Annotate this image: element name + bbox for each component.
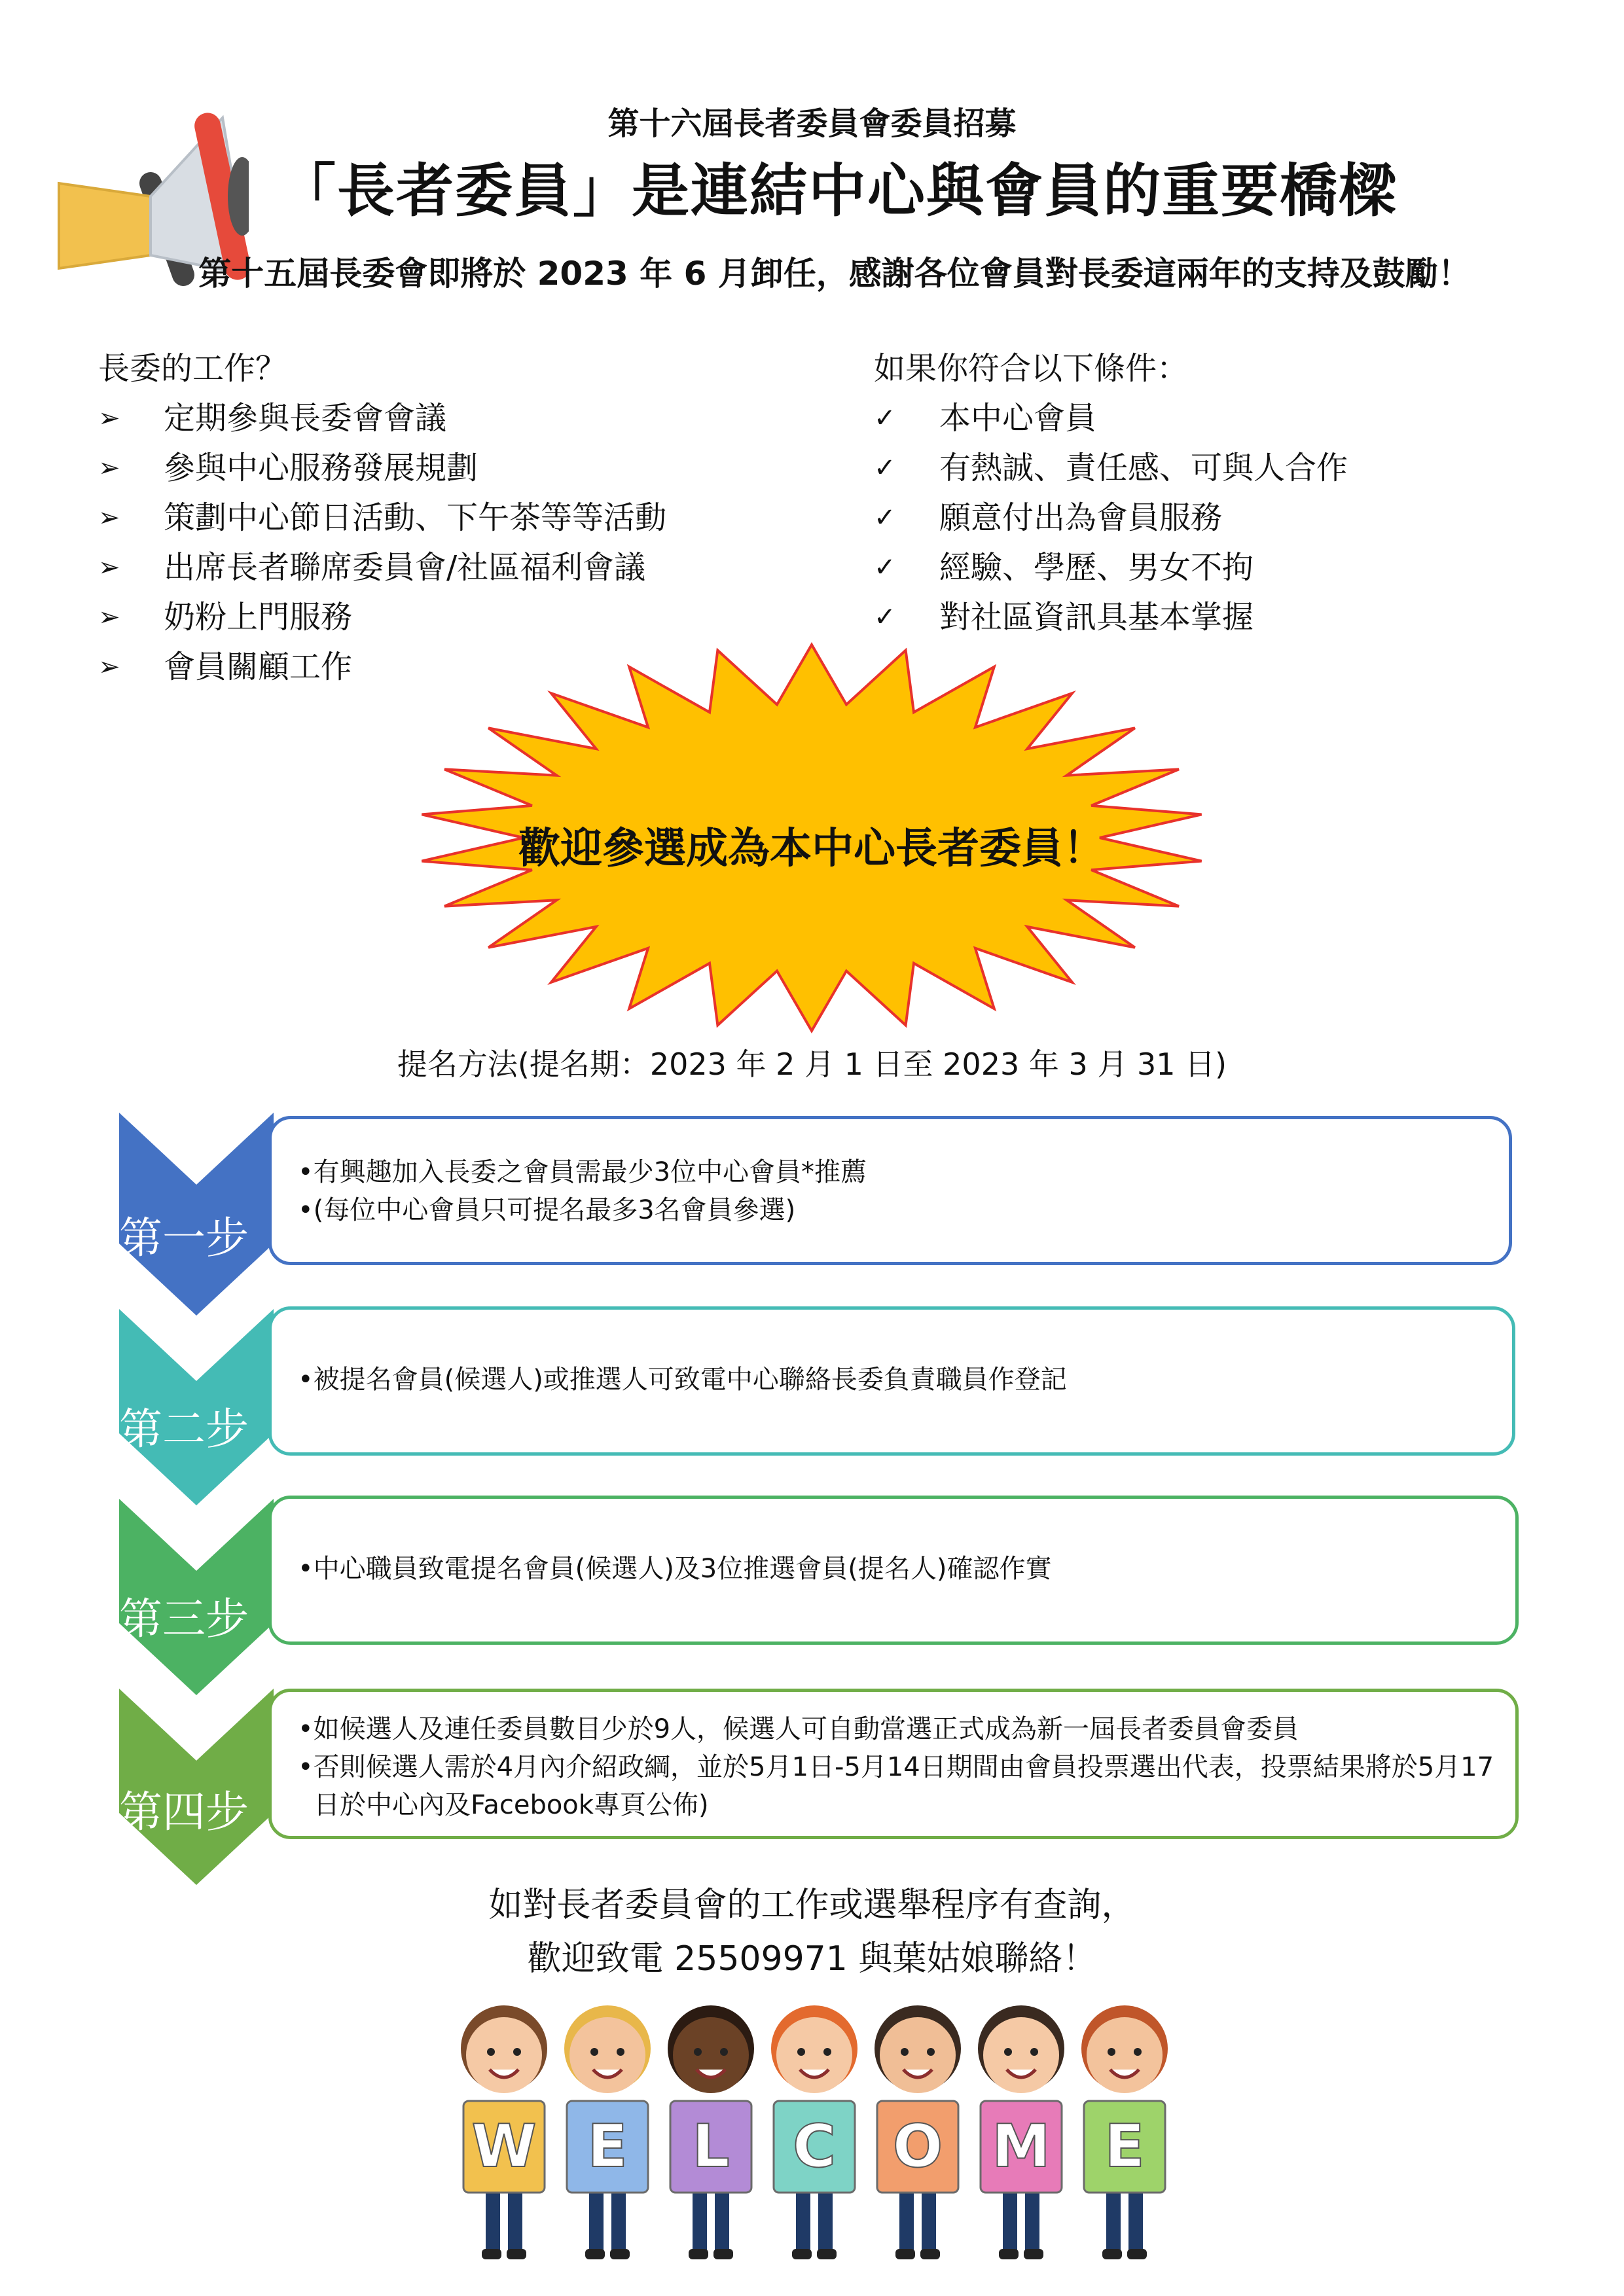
arrow-bullet-icon: ➢ [98,552,120,583]
step-2-line-1: •被提名會員(候選人)或推選人可致電中心聯絡長委負責職員作登記 [298,1365,1067,1395]
step-3-line-1: •中心職員致電提名會員(候選人)及3位推選會員(提名人)確認作實 [298,1554,1052,1584]
step-1-label: 第一步 [119,1213,249,1263]
list-item: ✓ 願意付出為會員服務 [874,493,1528,543]
welcome-letter: O [892,2112,943,2181]
welcome-letter: M [992,2112,1051,2181]
step-1-line-1: •有興趣加入長委之會員需最少3位中心會員*推薦 [298,1157,867,1187]
welcome-letter: E [1104,2112,1145,2181]
step-4-line-2: •否則候選人需於4月內介紹政綱，並於5月1日-5月14日期間由會員投票選出代表，投票結果將於5月17日於中心內及Facebook專頁公佈) [298,1752,1494,1820]
page-title: 「長者委員」是連結中心與會員的重要橋樑 [278,157,1398,224]
welcome-letter: W [471,2112,537,2181]
list-item: ✓ 本中心會員 [874,393,1528,443]
thanks-message: 第十五屆長委會即將於 2023 年 6 月卸任，感謝各位會員對長委這兩年的支持及鼓勵！ [198,255,1471,293]
kid-with-letter-card [875,2005,961,2259]
list-item: ✓ 經驗、學歷、男女不拘 [874,543,1528,592]
checkmark-icon: ✓ [874,503,896,533]
list-item: ➢ 出席長者聯席委員會/社區福利會議 [98,543,851,592]
kid-with-letter-card [668,2005,754,2259]
recruitment-subtitle: 第十六屆長者委員會委員招募 [607,105,1017,142]
nomination-method: 提名方法(提名期：2023 年 2 月 1 日至 2023 年 3 月 31 日) [397,1047,1227,1082]
conditions-heading: 如果你符合以下條件： [874,350,1189,387]
contact-info [0,1878,1624,1986]
step-4-box [268,1689,1519,1839]
step-2-label: 第二步 [119,1404,249,1454]
kid-with-letter-card [564,2005,651,2259]
step-3-box [268,1496,1519,1645]
checkmark-icon: ✓ [874,552,896,583]
kid-with-letter-card [978,2005,1064,2259]
conditions-section [874,344,1528,642]
list-item: ➢ 奶粉上門服務 [98,592,851,642]
list-item: ➢ 策劃中心節日活動、下午茶等等活動 [98,493,851,543]
welcome-letter: E [587,2112,628,2181]
duties-heading: 長委的工作？ [98,350,287,387]
arrow-bullet-icon: ➢ [98,602,120,632]
welcome-kids-illustration [452,1990,1178,2278]
kid-with-letter-card [771,2005,857,2259]
list-item: ➢ 會員關顧工作 [98,642,851,692]
kid-with-letter-card [461,2005,547,2259]
kid-with-letter-card [1081,2005,1168,2259]
welcome-letter: C [792,2112,837,2181]
contact-line-1: 如對長者委員會的工作或選舉程序有查詢， [488,1886,1136,1925]
step-1-box [268,1116,1512,1265]
conditions-list [874,393,1528,642]
welcome-letter: L [692,2112,730,2181]
list-item: ✓ 有熱誠、責任感、可與人合作 [874,443,1528,493]
contact-line-2: 歡迎致電 25509971 與葉姑娘聯絡！ [527,1939,1097,1979]
duties-section [98,344,851,692]
list-item: ➢ 定期參與長委會會議 [98,393,851,443]
arrow-bullet-icon: ➢ [98,403,120,433]
list-item: ➢ 參與中心服務發展規劃 [98,443,851,493]
step-3-label: 第三步 [119,1594,249,1644]
step-4-label: 第四步 [119,1787,249,1837]
step-1-line-2: •(每位中心會員只可提名最多3名會員參選) [298,1195,796,1225]
arrow-bullet-icon: ➢ [98,453,120,483]
list-item: ✓ 對社區資訊具基本掌握 [874,592,1528,642]
step-4-line-1: •如候選人及連任委員數目少於9人，候選人可自動當選正式成為新一屆長者委員會委員 [298,1714,1299,1744]
arrow-bullet-icon: ➢ [98,652,120,682]
arrow-bullet-icon: ➢ [98,503,120,533]
checkmark-icon: ✓ [874,453,896,483]
step-2-box [268,1306,1515,1456]
welcome-banner-text: 歡迎參選成為本中心長者委員！ [518,825,1105,873]
checkmark-icon: ✓ [874,403,896,433]
checkmark-icon: ✓ [874,602,896,632]
